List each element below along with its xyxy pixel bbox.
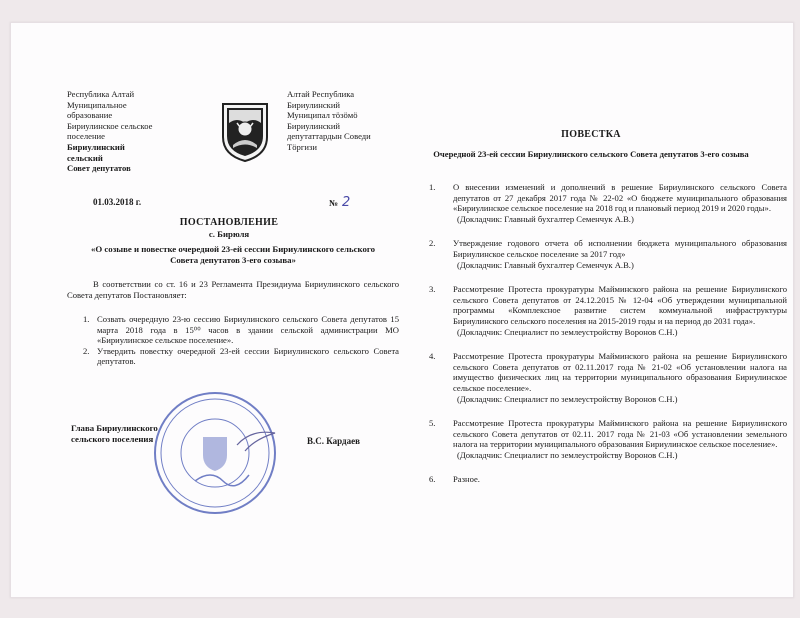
coat-of-arms-icon — [219, 101, 271, 163]
decree-item-number: 2. — [83, 345, 90, 356]
agenda-item-text: Рассмотрение Протеста прокуратуры Майминского района на решение Бириулинского сельского Совета депутатов от 02.11. 2017 года № 21-03 «Об установлении земельного налога на территории муниципального образования Бириулинское сельское поселение». — [453, 418, 787, 450]
header-right-block — [287, 89, 407, 153]
agenda-item-number: 6. — [429, 474, 436, 485]
header-left-line: Муниципальное — [67, 99, 127, 110]
agenda-item-text: Разное. — [453, 474, 480, 485]
decree-number-value: 2 — [342, 195, 351, 210]
agenda-item-reporter: (Докладчик: Специалист по землеустройству Воронов С.Н.) — [457, 326, 678, 337]
agenda-item-reporter: (Докладчик: Специалист по землеустройству Воронов С.Н.) — [457, 449, 678, 460]
agenda-item — [429, 182, 787, 224]
agenda-item — [429, 418, 787, 460]
header-left-line: поселение — [67, 131, 105, 142]
header-left-line: Республика Алтай — [67, 89, 135, 99]
signer-title: Глава Бириулинского сельского поселения — [71, 423, 158, 444]
header-right-line: Бириулинский — [287, 120, 341, 131]
decree-item-number: 1. — [83, 314, 90, 324]
header-right-line: Тӧргизи — [287, 141, 317, 152]
agenda-item-number: 1. — [429, 182, 436, 192]
agenda-item-text: Рассмотрение Протеста прокуратуры Майминского района на решение Бириулинского сельского Совета депутатов от 02.11.2017 года № 21-02 «Об установлении налога на имущество физических лиц на территории муниципального образования Бириулинское сельское поселение». — [453, 351, 787, 393]
agenda-item-text: О внесении изменений и дополнений в решение Бириулинского сельского Совета депутатов от 27 декабря 2017 года № 22-02 «О бюджете муниципального образования «Бириулинское сельское поселение на 2018 год и плановый период 2019 и 2020 годы». — [453, 182, 787, 214]
header-right-line: Муниципал тӧзӧмӧ — [287, 110, 358, 121]
official-stamp-icon — [151, 389, 279, 517]
header-right-line: Алтай Республика — [287, 89, 355, 99]
agenda-item-text: Рассмотрение Протеста прокуратуры Майминского района на решение Бириулинского сельского Совета депутатов от 24.12.2015 № 12-04 «Об утверждении муниципальной программы «Комплексное развитие систем коммунальной инфраструктуры Бириулинского сельского поселения на 2015-2019 годы и на период до 2031 года». — [453, 284, 787, 326]
agenda-item — [429, 474, 787, 485]
decree-item — [83, 346, 399, 367]
agenda-item — [429, 351, 787, 404]
agenda-item-text: Утверждение годового отчета об исполнении бюджета муниципального образования Бириулинское сельское поселение за 2017 год» — [453, 238, 787, 259]
agenda-item-number: 5. — [429, 418, 436, 429]
header-left-line: Совет депутатов — [67, 163, 131, 174]
agenda-item-reporter: (Докладчик: Специалист по землеустройству Воронов С.Н.) — [457, 393, 678, 404]
agenda-item-number: 2. — [429, 238, 436, 249]
decree-item-text: Созвать очередную 23-ю сессию Бириулинского сельского Совета депутатов 15 марта 2018 года в 15⁰⁰ часов в здании сельской администрации МО «Бириулинское сельское поселение». — [97, 314, 399, 346]
agenda-item — [429, 238, 787, 270]
decree-title: ПОСТАНОВЛЕНИЕ — [179, 217, 279, 228]
decree-number — [329, 195, 350, 210]
agenda-list — [429, 182, 787, 499]
decree-date: 01.03.2018 г. — [93, 197, 142, 207]
header-right-line: депутаттардын Соведи — [287, 131, 371, 142]
header-right-line: Бириулинский — [287, 99, 341, 110]
header-left-line: Бириулинский — [67, 141, 125, 152]
decree-intro: В соответствии со ст. 16 и 23 Регламента Президиума Бириулинского сельского Совета депутатов Постановляет: — [67, 279, 399, 300]
decree-item-text: Утвердить повестку очередной 23-ей сессии Бириулинского сельского Совета депутатов. — [97, 345, 399, 367]
signer-name: В.С. Кардаев — [307, 436, 360, 446]
agenda-title: ПОВЕСТКА — [561, 129, 621, 140]
document-sheet — [10, 22, 794, 598]
decree-subject: «О созыве и повестке очередной 23-ей сессии Бириулинского сельского Совета депутатов 3-его созыва» — [90, 244, 376, 265]
decree-number-label: № — [329, 198, 339, 208]
agenda-item-number: 4. — [429, 351, 436, 362]
agenda-subtitle: Очередной 23-ей сессии Бириулинского сельского Совета депутатов 3-его созыва — [433, 149, 749, 159]
decree-item — [83, 314, 399, 346]
agenda-item — [429, 284, 787, 337]
decree-place: с. Бирюля — [208, 229, 250, 239]
decree-items — [83, 314, 399, 367]
header-left-line: Бириулинское сельское — [67, 120, 153, 131]
header-left-block — [67, 89, 187, 174]
header-left-line: образование — [67, 110, 113, 121]
agenda-item-reporter: (Докладчик: Главный бухгалтер Семенчук А.В.) — [457, 213, 634, 224]
header-left-line: сельский — [67, 152, 103, 163]
agenda-item-reporter: (Докладчик: Главный бухгалтер Семенчук А.В.) — [457, 259, 634, 270]
agenda-item-number: 3. — [429, 284, 436, 295]
